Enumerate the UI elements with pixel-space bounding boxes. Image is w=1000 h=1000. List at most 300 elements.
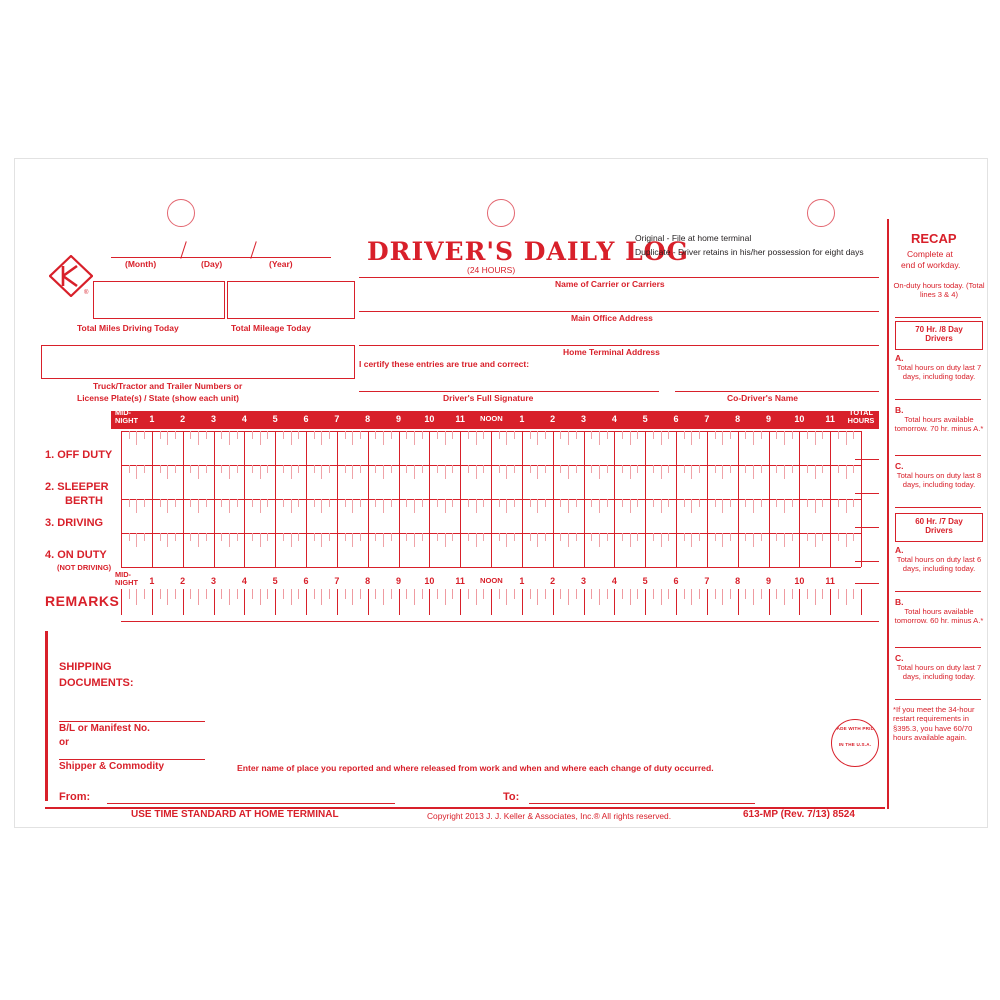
grid-quarter-tick: [537, 431, 538, 445]
grid-quarter-tick: [745, 465, 746, 473]
grid-quarter-tick: [846, 431, 847, 445]
grid-quarter-tick: [468, 533, 469, 541]
recap-70-b-letter: B.: [895, 405, 904, 415]
hour-label-3: 3: [210, 576, 216, 586]
grid-quarter-tick: [684, 431, 685, 439]
grid-quarter-tick: [167, 533, 168, 547]
recap-70hr-line2: Drivers: [925, 334, 953, 344]
recap-heading-2: Complete at: [907, 249, 953, 259]
grid-quarter-tick: [260, 499, 261, 513]
remarks-quarter-tick: [445, 589, 446, 605]
hour-label-5: 5: [642, 576, 648, 586]
grid-quarter-tick: [422, 465, 423, 473]
grid-quarter-tick: [136, 499, 137, 513]
grid-quarter-tick: [530, 431, 531, 439]
shipping-heading-2: DOCUMENTS:: [59, 677, 134, 689]
grid-quarter-tick: [391, 465, 392, 473]
grid-hour-tick: [429, 431, 430, 567]
recap-60-c-input[interactable]: [895, 699, 981, 700]
remarks-hour-tick: [584, 589, 585, 615]
grid-quarter-tick: [267, 533, 268, 541]
grid-quarter-tick: [237, 499, 238, 507]
from-label: From:: [59, 791, 91, 803]
remarks-quarter-tick: [630, 589, 631, 605]
grid-quarter-tick: [229, 533, 230, 547]
grid-quarter-tick: [406, 465, 407, 473]
remarks-quarter-tick: [715, 589, 716, 599]
grid-quarter-tick: [476, 465, 477, 479]
grid-quarter-tick: [506, 533, 507, 547]
remarks-hour-tick: [676, 589, 677, 615]
grid-quarter-tick: [784, 533, 785, 547]
hour-label-4: 4: [611, 414, 617, 424]
grid-quarter-tick: [383, 465, 384, 479]
grid-quarter-tick: [815, 465, 816, 479]
grid-quarter-tick: [206, 431, 207, 439]
grid-quarter-tick: [622, 533, 623, 541]
grid-quarter-tick: [476, 499, 477, 513]
remarks-hour-tick: [306, 589, 307, 615]
hour-label-10: 10: [794, 414, 805, 424]
hour-label-noon: NOON: [480, 576, 503, 585]
grid-quarter-tick: [483, 533, 484, 541]
remarks-quarter-tick: [838, 589, 839, 599]
grid-quarter-tick: [360, 533, 361, 541]
grid-quarter-tick: [252, 499, 253, 507]
grid-quarter-tick: [576, 465, 577, 473]
remarks-quarter-tick: [468, 589, 469, 599]
grid-quarter-tick: [607, 431, 608, 439]
remarks-quarter-tick: [406, 589, 407, 599]
from-input[interactable]: [107, 803, 395, 804]
remarks-hour-tick: [214, 589, 215, 615]
remarks-quarter-tick: [260, 589, 261, 605]
grid-quarter-tick: [637, 465, 638, 473]
grid-quarter-tick: [160, 499, 161, 507]
remarks-quarter-tick: [422, 589, 423, 599]
grid-quarter-tick: [314, 431, 315, 439]
grid-hour-tick: [707, 431, 708, 567]
remarks-midnight-line2: NIGHT: [115, 577, 138, 587]
remarks-hour-tick: [769, 589, 770, 615]
grid-quarter-tick: [560, 499, 561, 507]
grid-quarter-tick: [198, 431, 199, 445]
recap-input-1[interactable]: [895, 317, 981, 318]
grid-quarter-tick: [761, 465, 762, 473]
grid-quarter-tick: [684, 533, 685, 541]
grid-hour-tick: [769, 431, 770, 567]
grid-quarter-tick: [260, 431, 261, 445]
recap-60hr-box: [895, 513, 983, 542]
grid-quarter-tick: [622, 431, 623, 439]
grid-quarter-tick: [422, 499, 423, 507]
remarks-quarter-tick: [221, 589, 222, 599]
grid-quarter-tick: [252, 431, 253, 439]
grid-quarter-tick: [622, 499, 623, 507]
grid-quarter-tick: [599, 465, 600, 479]
grid-quarter-tick: [175, 465, 176, 473]
hour-label-9: 9: [765, 414, 771, 424]
recap-60-c-letter: C.: [895, 653, 904, 663]
remarks-quarter-tick: [530, 589, 531, 599]
seal-line1: MADE WITH PRIDE: [832, 726, 878, 731]
hour-label-6: 6: [673, 576, 679, 586]
total-hours-line-3[interactable]: [855, 527, 879, 528]
grid-quarter-tick: [545, 431, 546, 439]
grid-quarter-tick: [607, 499, 608, 507]
grid-quarter-tick: [136, 431, 137, 445]
grid-quarter-tick: [684, 465, 685, 473]
grid-quarter-tick: [483, 431, 484, 439]
grid-quarter-tick: [190, 431, 191, 439]
grid-quarter-tick: [506, 431, 507, 445]
grid-quarter-tick: [452, 431, 453, 439]
grid-quarter-tick: [807, 533, 808, 541]
grid-quarter-tick: [175, 533, 176, 541]
remarks-hour-tick: [738, 589, 739, 615]
hour-label-4: 4: [241, 414, 247, 424]
grid-quarter-tick: [283, 465, 284, 473]
grid-quarter-tick: [391, 431, 392, 439]
grid-quarter-tick: [792, 431, 793, 439]
grid-quarter-tick: [476, 533, 477, 547]
remarks-quarter-tick: [599, 589, 600, 605]
grid-quarter-tick: [722, 533, 723, 547]
truck-tractor-input[interactable]: [41, 345, 355, 379]
grid-quarter-tick: [144, 499, 145, 507]
grid-quarter-tick: [321, 533, 322, 547]
remarks-quarter-tick: [591, 589, 592, 599]
grid-quarter-tick: [784, 465, 785, 479]
grid-quarter-tick: [745, 499, 746, 507]
footer-time-standard: USE TIME STANDARD AT HOME TERMINAL: [131, 809, 339, 820]
recap-60hr-line2: Drivers: [925, 526, 953, 536]
recap-divider: [887, 219, 889, 809]
bl-manifest-input[interactable]: [59, 721, 205, 722]
grid-quarter-tick: [144, 465, 145, 473]
grid-quarter-tick: [383, 499, 384, 513]
grid-quarter-tick: [699, 533, 700, 541]
remarks-quarter-tick: [391, 589, 392, 599]
recap-70-b-input[interactable]: [895, 455, 981, 456]
grid-quarter-tick: [668, 499, 669, 507]
recap-70-a-input[interactable]: [895, 399, 981, 400]
remarks-hour-tick: [553, 589, 554, 615]
total-hours-header: [843, 409, 879, 425]
recap-70-a-text: Total hours on duty last 7 days, including today.: [896, 363, 982, 382]
shipping-instruction: Enter name of place you reported and where released from work and when and where each change of duty occurred.: [237, 763, 714, 773]
shipper-commodity-label: Shipper & Commodity: [59, 761, 165, 772]
grid-quarter-tick: [383, 431, 384, 445]
grid-quarter-tick: [499, 499, 500, 507]
grid-quarter-tick: [267, 431, 268, 439]
grid-hour-tick: [152, 431, 153, 567]
grid-quarter-tick: [661, 533, 662, 547]
grid-quarter-tick: [591, 465, 592, 473]
grid-quarter-tick: [260, 465, 261, 479]
remarks-quarter-tick: [129, 589, 130, 599]
grid-quarter-tick: [784, 431, 785, 445]
grid-quarter-tick: [514, 465, 515, 473]
grid-quarter-tick: [452, 465, 453, 473]
grid-quarter-tick: [414, 533, 415, 547]
grid-quarter-tick: [807, 431, 808, 439]
remarks-quarter-tick: [822, 589, 823, 599]
hour-label-8: 8: [365, 576, 371, 586]
grid-quarter-tick: [753, 465, 754, 479]
row-num-3: 3.: [45, 517, 55, 529]
recap-60-a-letter: A.: [895, 545, 904, 555]
grid-quarter-tick: [129, 499, 130, 507]
recap-60-b-text: Total hours available tomorrow. 60 hr. minus A.*: [894, 607, 984, 626]
hour-label-noon: NOON: [480, 414, 503, 423]
remarks-quarter-tick: [314, 589, 315, 599]
grid-hour-tick: [244, 431, 245, 567]
hour-label-2: 2: [180, 414, 186, 424]
grid-quarter-tick: [298, 499, 299, 507]
main-office-input[interactable]: [359, 311, 879, 312]
remarks-quarter-tick: [190, 589, 191, 599]
grid-quarter-tick: [160, 431, 161, 439]
total-mileage-input[interactable]: [227, 281, 355, 319]
total-miles-driving-input[interactable]: [93, 281, 225, 319]
row-label-on-duty: [45, 549, 107, 561]
year-label: (Year): [269, 259, 293, 269]
grid-quarter-tick: [260, 533, 261, 547]
seal-line2: IN THE U.S.A.: [838, 742, 872, 747]
grid-quarter-tick: [599, 533, 600, 547]
grid-quarter-tick: [476, 431, 477, 445]
grid-quarter-tick: [761, 499, 762, 507]
carrier-name-label: Name of Carrier or Carriers: [555, 279, 665, 289]
grid-quarter-tick: [576, 533, 577, 541]
remarks-quarter-tick: [329, 589, 330, 599]
midnight-line1: MID-: [115, 408, 132, 417]
grid-quarter-tick: [206, 533, 207, 541]
grid-quarter-tick: [622, 465, 623, 473]
remarks-quarter-tick: [653, 589, 654, 599]
grid-quarter-tick: [699, 465, 700, 473]
grid-row-line: [121, 567, 861, 568]
hour-label-7: 7: [704, 576, 710, 586]
grid-quarter-tick: [591, 533, 592, 541]
remarks-quarter-tick: [383, 589, 384, 605]
home-terminal-input[interactable]: [359, 345, 879, 346]
grid-quarter-tick: [190, 499, 191, 507]
grid-quarter-tick: [445, 533, 446, 547]
grid-quarter-tick: [630, 499, 631, 513]
grid-quarter-tick: [468, 431, 469, 439]
grid-quarter-tick: [815, 431, 816, 445]
remarks-hour-tick: [337, 589, 338, 615]
recap-70-c-input[interactable]: [895, 507, 981, 508]
grid-quarter-tick: [792, 499, 793, 507]
grid-quarter-tick: [815, 499, 816, 513]
remarks-quarter-tick: [452, 589, 453, 599]
grid-quarter-tick: [607, 465, 608, 473]
remarks-quarter-tick: [807, 589, 808, 599]
grid-quarter-tick: [129, 533, 130, 541]
grid-quarter-tick: [537, 465, 538, 479]
grid-quarter-tick: [691, 431, 692, 445]
grid-quarter-tick: [468, 499, 469, 507]
grid-quarter-tick: [653, 499, 654, 507]
grid-quarter-tick: [722, 465, 723, 479]
grid-quarter-tick: [691, 465, 692, 479]
duty-status-grid[interactable]: [121, 431, 861, 576]
grid-quarter-tick: [329, 499, 330, 507]
grid-hour-tick: [460, 431, 461, 567]
grid-quarter-tick: [846, 533, 847, 547]
grid-quarter-tick: [853, 465, 854, 473]
date-line[interactable]: [111, 257, 331, 258]
remarks-hour-tick: [183, 589, 184, 615]
grid-quarter-tick: [352, 465, 353, 479]
grid-quarter-tick: [838, 499, 839, 507]
hour-label-6: 6: [303, 414, 309, 424]
jj-keller-logo-icon: [49, 255, 93, 297]
remarks-quarter-tick: [661, 589, 662, 605]
grid-quarter-tick: [352, 499, 353, 513]
remarks-quarter-tick: [437, 589, 438, 599]
grid-quarter-tick: [437, 465, 438, 473]
driver-signature-input[interactable]: [359, 391, 659, 392]
grid-quarter-tick: [345, 533, 346, 541]
grid-midnight-label-top: [115, 409, 138, 425]
grid-quarter-tick: [576, 499, 577, 507]
grid-hour-tick: [275, 431, 276, 567]
row-label-driving: [45, 517, 103, 529]
remarks-hour-tick: [121, 589, 122, 615]
remarks-quarter-tick: [853, 589, 854, 599]
hour-label-10: 10: [424, 576, 435, 586]
grid-hour-tick: [614, 431, 615, 567]
grid-quarter-tick: [545, 533, 546, 541]
remarks-hour-tick: [244, 589, 245, 615]
grid-quarter-tick: [321, 431, 322, 445]
shipper-commodity-input[interactable]: [59, 759, 205, 760]
remarks-hour-tick: [399, 589, 400, 615]
grid-quarter-tick: [360, 499, 361, 507]
grid-quarter-tick: [846, 465, 847, 479]
hour-label-1: 1: [519, 414, 525, 424]
grid-quarter-tick: [267, 465, 268, 473]
recap-70hr-line1: 70 Hr. /8 Day: [915, 325, 963, 334]
grid-quarter-tick: [190, 533, 191, 541]
grid-quarter-tick: [668, 533, 669, 541]
grid-hour-tick: [553, 431, 554, 567]
remarks-quarter-tick: [506, 589, 507, 605]
page-title: DRIVER'S DAILY LOG: [367, 237, 689, 266]
grid-quarter-tick: [599, 499, 600, 513]
recap-60-a-text: Total hours on duty last 6 days, including today.: [896, 555, 982, 574]
title-subtitle: (24 HOURS): [467, 265, 516, 275]
remarks-quarter-tick: [761, 589, 762, 599]
hour-label-11: 11: [825, 414, 835, 424]
grid-quarter-tick: [853, 533, 854, 541]
remarks-line[interactable]: [121, 621, 879, 622]
hour-label-2: 2: [550, 576, 556, 586]
remarks-quarter-tick: [229, 589, 230, 605]
grid-quarter-tick: [468, 465, 469, 473]
grid-quarter-tick: [252, 465, 253, 473]
grid-quarter-tick: [822, 499, 823, 507]
remarks-quarter-tick: [136, 589, 137, 605]
grid-quarter-tick: [691, 533, 692, 547]
grid-quarter-tick: [406, 431, 407, 439]
grid-quarter-tick: [314, 499, 315, 507]
hour-label-11: 11: [455, 414, 465, 424]
remarks-quarter-tick: [668, 589, 669, 599]
hour-label-7: 7: [704, 414, 710, 424]
co-driver-input[interactable]: [675, 391, 879, 392]
carrier-name-input[interactable]: [359, 277, 879, 278]
remarks-hour-tick: [275, 589, 276, 615]
to-input[interactable]: [529, 803, 755, 804]
grid-quarter-tick: [591, 499, 592, 507]
grid-quarter-tick: [198, 465, 199, 479]
remarks-quarter-tick: [815, 589, 816, 605]
shipping-left-rule: [45, 631, 48, 801]
total-hours-line-1[interactable]: [855, 459, 879, 460]
recap-60-a-input[interactable]: [895, 591, 981, 592]
recap-60-b-input[interactable]: [895, 647, 981, 648]
remarks-quarter-tick: [291, 589, 292, 605]
grid-hour-tick: [491, 431, 492, 567]
midnight-line2: NIGHT: [115, 415, 138, 425]
grid-quarter-tick: [537, 499, 538, 513]
grid-quarter-tick: [175, 499, 176, 507]
grid-quarter-tick: [291, 533, 292, 547]
grid-quarter-tick: [422, 431, 423, 439]
day-label: (Day): [201, 259, 223, 269]
remarks-scale[interactable]: [121, 589, 861, 619]
grid-quarter-tick: [715, 499, 716, 507]
grid-quarter-tick: [545, 465, 546, 473]
grid-hour-tick: [183, 431, 184, 567]
total-hours-line-4[interactable]: [855, 561, 879, 562]
grid-quarter-tick: [730, 431, 731, 439]
remarks-hour-tick: [368, 589, 369, 615]
grid-quarter-tick: [345, 431, 346, 439]
row-num-1: 1.: [45, 449, 55, 461]
grid-quarter-tick: [237, 431, 238, 439]
grid-quarter-tick: [437, 499, 438, 507]
hour-label-6: 6: [303, 576, 309, 586]
grid-hour-tick: [399, 431, 400, 567]
hour-label-9: 9: [395, 414, 401, 424]
grid-quarter-tick: [360, 465, 361, 473]
remarks-quarter-tick: [568, 589, 569, 605]
grid-quarter-tick: [422, 533, 423, 541]
total-hours-line-total[interactable]: [855, 583, 879, 584]
grid-quarter-tick: [537, 533, 538, 547]
grid-quarter-tick: [838, 465, 839, 473]
remarks-quarter-tick: [537, 589, 538, 605]
total-miles-driving-label: Total Miles Driving Today: [77, 323, 179, 333]
remarks-quarter-tick: [352, 589, 353, 605]
grid-quarter-tick: [745, 533, 746, 541]
co-driver-label: Co-Driver's Name: [727, 393, 798, 403]
grid-quarter-tick: [190, 465, 191, 473]
remarks-hour-tick: [830, 589, 831, 615]
grid-quarter-tick: [506, 499, 507, 513]
grid-quarter-tick: [514, 533, 515, 541]
total-hours-line-2[interactable]: [855, 493, 879, 494]
grid-quarter-tick: [445, 499, 446, 513]
row-label-sleeper-berth: [45, 481, 109, 493]
remarks-quarter-tick: [360, 589, 361, 599]
